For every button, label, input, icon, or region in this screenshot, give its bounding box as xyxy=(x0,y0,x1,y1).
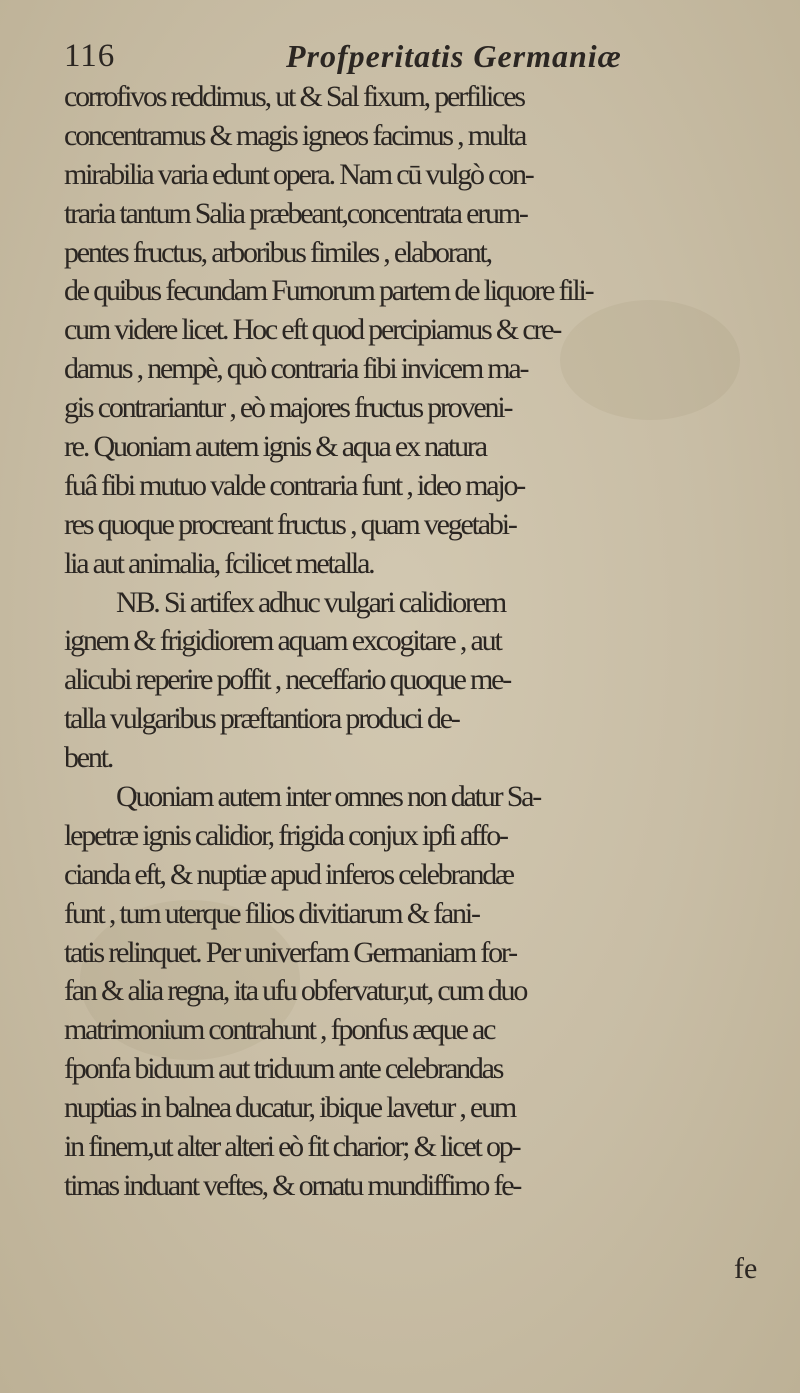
text-line: in finem,ut alter alteri eò fit charior; & licet op- xyxy=(64,1130,520,1164)
text-line: cianda eft, & nuptiæ apud inferos celebrandæ xyxy=(64,857,513,891)
text-line: damus , nempè, quò contraria fibi invicem ma- xyxy=(64,352,528,386)
text-line: timas induant veftes, & ornatu mundiffimo fe- xyxy=(64,1168,521,1202)
text-line: Quoniam autem inter omnes non datur Sa- xyxy=(116,780,541,814)
text-line: cum videre licet. Hoc eft quod percipiamus & cre- xyxy=(64,313,561,347)
body-text xyxy=(64,78,794,1206)
text-line: de quibus fecundam Furnorum partem de liquore fili- xyxy=(64,274,593,308)
text-line: mirabilia varia edunt opera. Nam cū vulgò con- xyxy=(64,157,533,191)
text-line: nuptias in balnea ducatur, ibique lavetur , eum xyxy=(64,1091,516,1125)
text-line: matrimonium contrahunt , fponfus æque ac xyxy=(64,1013,495,1047)
text-line: talla vulgaribus præftantiora produci de- xyxy=(64,702,459,736)
page-number: 116 xyxy=(64,38,116,74)
text-line: traria tantum Salia præbeant,concentrata erum- xyxy=(64,196,527,230)
catchword: fe xyxy=(734,1252,758,1285)
text-line: funt , tum uterque filios divitiarum & fani- xyxy=(64,896,479,930)
text-line: re. Quoniam autem ignis & aqua ex natura xyxy=(64,430,486,464)
text-line: res quoque procreant fructus , quam vegetabi- xyxy=(64,507,516,541)
text-line: NB. Si artifex adhuc vulgari calidiorem xyxy=(116,585,506,619)
text-line: fuâ fibi mutuo valde contraria funt , ideo majo- xyxy=(64,468,525,502)
text-line: lepetræ ignis calidior, frigida conjux ipfi affo- xyxy=(64,818,507,852)
text-line: tatis relinquet. Per univerfam Germaniam for- xyxy=(64,935,516,969)
text-line: fponfa biduum aut triduum ante celebrandas xyxy=(64,1052,503,1086)
text-line: ignem & frigidiorem aquam excogitare , aut xyxy=(64,624,501,658)
text-line: alicubi reperire poffit , neceffario quoque me- xyxy=(64,663,511,697)
text-line: bent. xyxy=(64,741,113,775)
running-title: Profperitatis Germaniæ xyxy=(286,38,622,74)
text-line: concentramus & magis igneos facimus , multa xyxy=(64,118,526,152)
text-line: fan & alia regna, ita ufu obfervatur,ut, cum duo xyxy=(64,974,527,1008)
text-line: pentes fructus, arboribus fimiles , elaborant, xyxy=(64,235,491,269)
text-line: gis contrariantur , eò majores fructus proveni- xyxy=(64,391,512,425)
text-line: lia aut animalia, fcilicet metalla. xyxy=(64,546,374,580)
text-line: corrofivos reddimus, ut & Sal fixum, perfilices xyxy=(64,80,524,113)
